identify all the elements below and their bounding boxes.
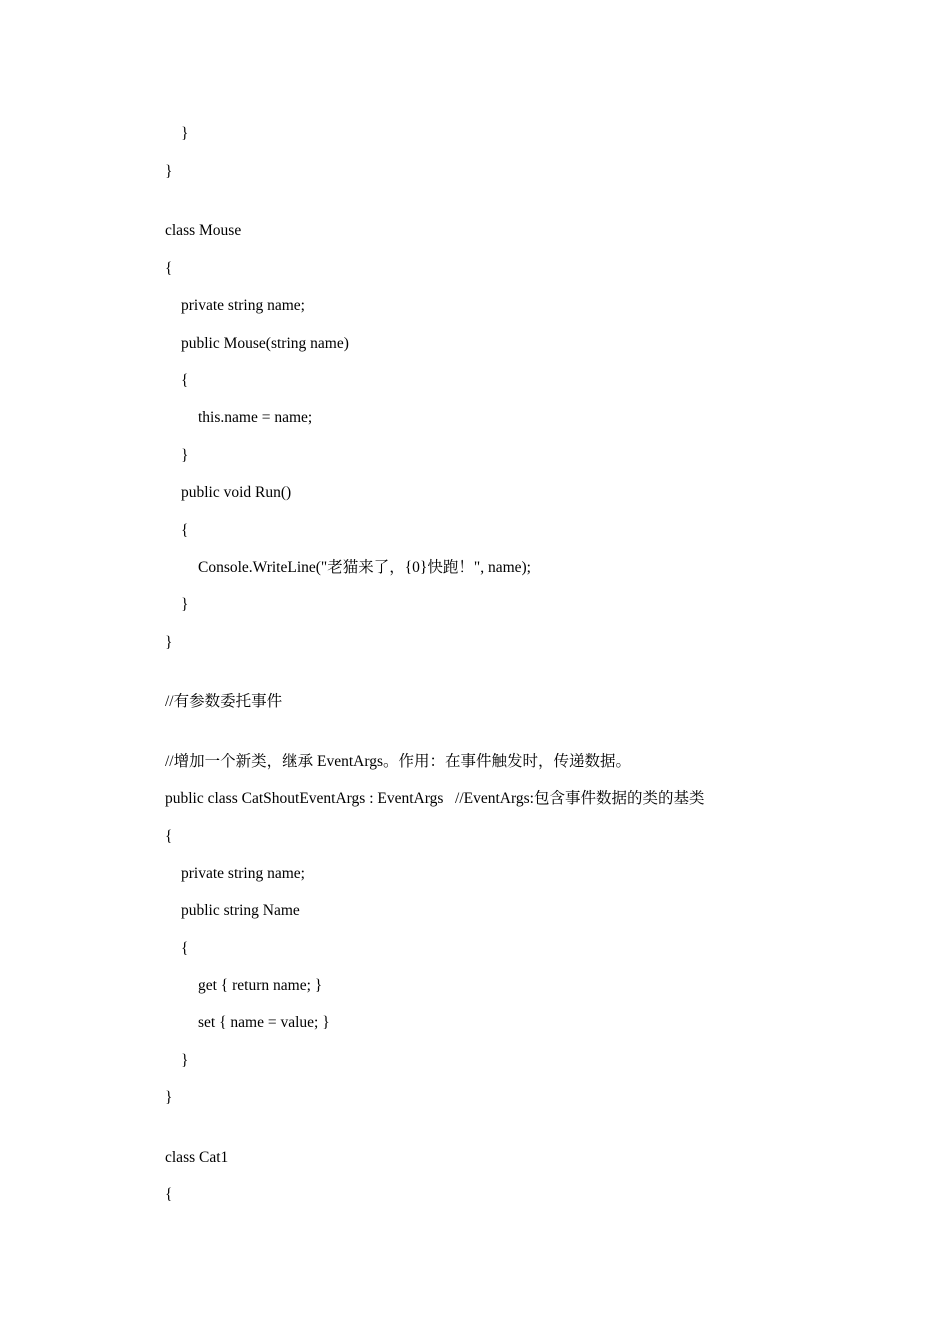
code-line: public class CatShoutEventArgs : EventArgs //EventArgs:包含事件数据的类的基类: [165, 790, 705, 807]
code-line: {: [165, 260, 173, 277]
code-line: {: [181, 522, 189, 539]
code-line: }: [165, 634, 173, 651]
code-line: class Cat1: [165, 1149, 229, 1166]
code-line: get { return name; }: [198, 977, 323, 994]
comment-line: //有参数委托事件: [165, 693, 283, 710]
code-line: private string name;: [181, 297, 305, 314]
code-line: }: [165, 163, 173, 180]
code-line: this.name = name;: [198, 409, 313, 426]
code-line: }: [181, 596, 189, 613]
code-line: {: [181, 940, 189, 957]
code-line: Console.WriteLine("老猫来了，{0}快跑！", name);: [198, 559, 531, 576]
code-line: {: [165, 828, 173, 845]
code-line: }: [181, 1052, 189, 1069]
code-line: public void Run(): [181, 484, 292, 501]
code-line: private string name;: [181, 865, 305, 882]
code-line: class Mouse: [165, 222, 242, 239]
comment-line: //增加一个新类，继承 EventArgs。作用：在事件触发时，传递数据。: [165, 753, 632, 770]
code-line: {: [181, 372, 189, 389]
code-line: {: [165, 1186, 173, 1203]
code-line: set { name = value; }: [198, 1014, 330, 1031]
code-line: }: [181, 125, 189, 142]
code-line: public Mouse(string name): [181, 335, 349, 352]
code-line: }: [181, 447, 189, 464]
code-line: }: [165, 1089, 173, 1106]
code-line: public string Name: [181, 902, 300, 919]
